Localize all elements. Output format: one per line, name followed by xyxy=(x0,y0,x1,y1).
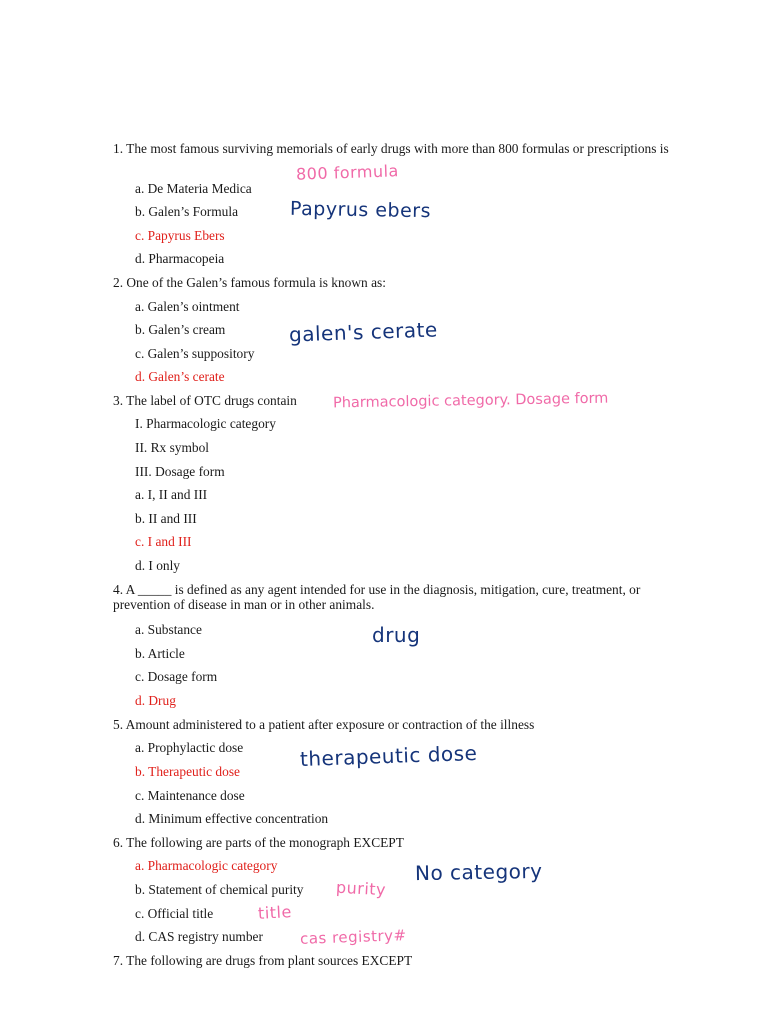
handwritten-note-therapeutic-dose: therapeutic dose xyxy=(299,740,478,772)
question-1: 1. The most famous surviving memorials of early drugs with more than 800 formulas or prescriptions is xyxy=(113,141,669,156)
q2-option-c: c. Galen’s suppository xyxy=(135,346,255,361)
handwritten-note-drug: drug xyxy=(372,623,421,647)
q4-option-d-answer: d. Drug xyxy=(135,693,176,708)
question-6: 6. The following are parts of the monograph EXCEPT xyxy=(113,835,404,850)
question-5: 5. Amount administered to a patient after exposure or contraction of the illness xyxy=(113,717,535,732)
q6-option-a-answer: a. Pharmacologic category xyxy=(135,858,278,873)
q5-option-c: c. Maintenance dose xyxy=(135,788,245,803)
q2-option-d-answer: d. Galen’s cerate xyxy=(135,369,225,384)
q3-option-b: b. II and III xyxy=(135,511,197,526)
q4-option-b: b. Article xyxy=(135,646,185,661)
handwritten-note-cas-registry: cas registry# xyxy=(299,926,407,948)
q1-option-d: d. Pharmacopeia xyxy=(135,251,225,266)
q1-option-b: b. Galen’s Formula xyxy=(135,204,239,219)
question-2: 2. One of the Galen’s famous formula is known as: xyxy=(113,275,386,290)
q4-option-c: c. Dosage form xyxy=(135,669,218,684)
q3-option-a: a. I, II and III xyxy=(135,487,208,502)
q5-option-a: a. Prophylactic dose xyxy=(135,740,244,755)
q2-option-a: a. Galen’s ointment xyxy=(135,299,240,314)
handwritten-note-pharmacologic-category: Pharmacologic category. Dosage form xyxy=(332,390,609,412)
question-4: 4. A _____ is defined as any agent intended for use in the diagnosis, mitigation, cure, treatment, or prevention of disease in man or in other animals. xyxy=(113,582,641,612)
handwritten-note-title: title xyxy=(257,902,293,923)
handwritten-note-purity: purity xyxy=(335,877,387,900)
question-7: 7. The following are drugs from plant sources EXCEPT xyxy=(113,953,413,968)
q3-option-c-answer: c. I and III xyxy=(135,534,192,549)
q4-option-a: a. Substance xyxy=(135,622,202,637)
q1-option-c-answer: c. Papyrus Ebers xyxy=(135,228,225,243)
question-3: 3. The label of OTC drugs contain xyxy=(113,393,297,408)
q6-option-d: d. CAS registry number xyxy=(135,929,263,944)
q3-option-d: d. I only xyxy=(135,558,181,573)
handwritten-note-papyrus-ebers: Papyrus ebers xyxy=(289,197,432,223)
q5-option-b-answer: b. Therapeutic dose xyxy=(135,764,240,779)
q3-item-3: III. Dosage form xyxy=(135,464,225,479)
q2-option-b: b. Galen’s cream xyxy=(135,322,226,337)
q5-option-d: d. Minimum effective concentration xyxy=(135,811,329,826)
q6-option-c: c. Official title xyxy=(135,906,214,921)
q3-item-1: I. Pharmacologic category xyxy=(135,416,276,431)
q6-option-b: b. Statement of chemical purity xyxy=(135,882,304,897)
handwritten-note-no-category: No category xyxy=(414,858,543,886)
q1-option-a: a. De Materia Medica xyxy=(135,181,252,196)
handwritten-note-galens-cerate: galen's cerate xyxy=(288,317,439,347)
q3-item-2: II. Rx symbol xyxy=(135,440,210,455)
handwritten-note-800-formula: 800 formula xyxy=(295,161,400,184)
